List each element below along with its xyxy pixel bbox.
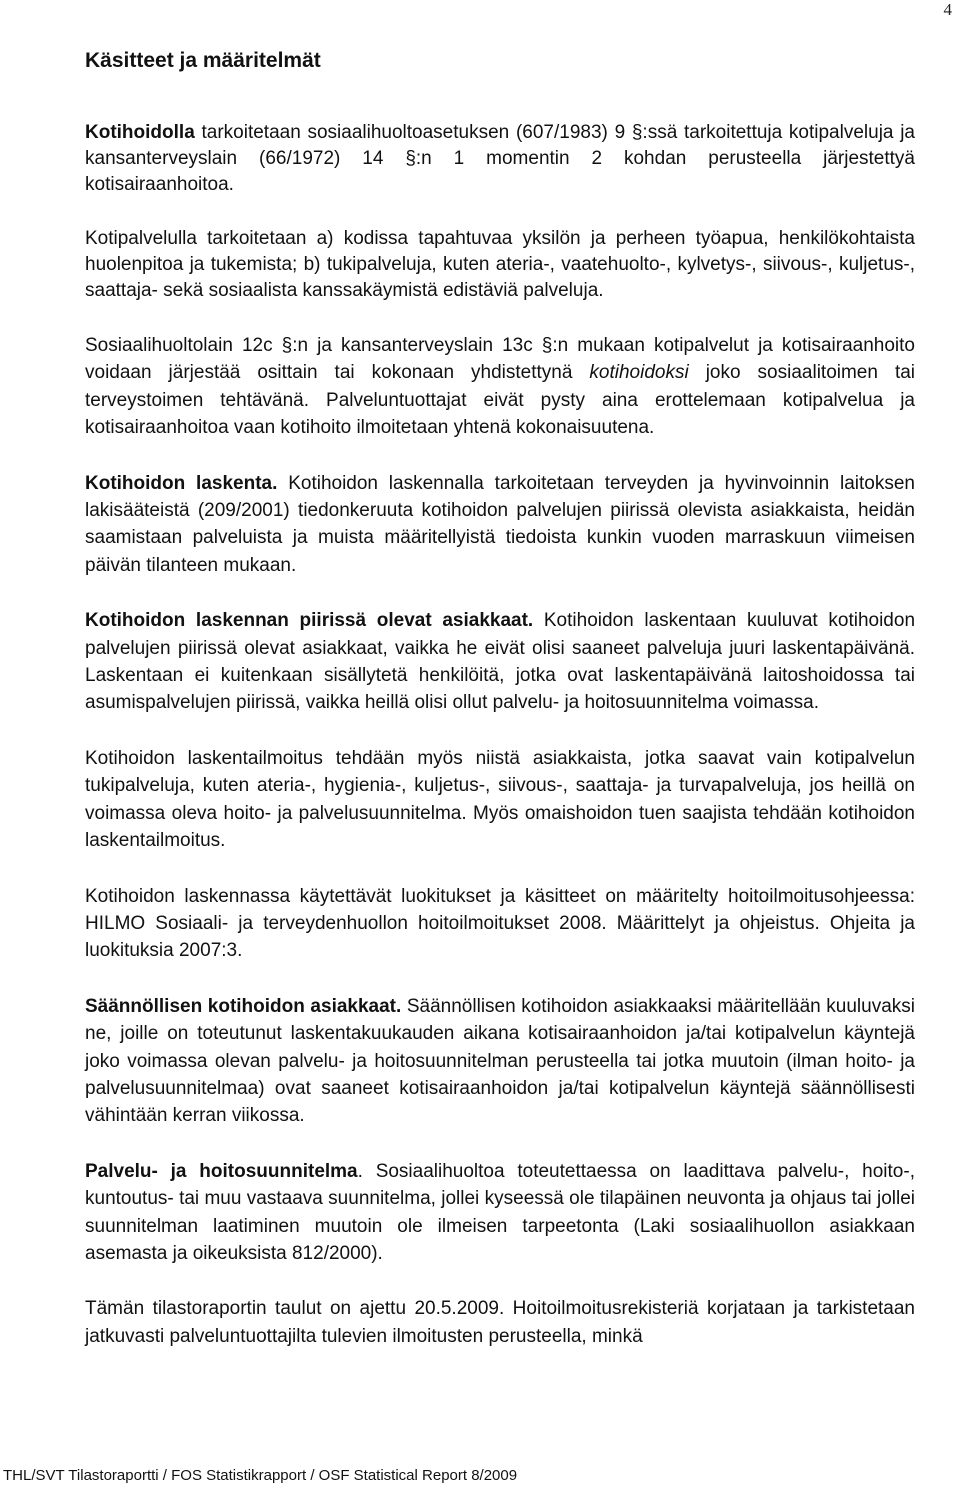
paragraph-text: Kotihoidon laskennassa käytettävät luokitukset ja käsitteet on määritelty hoitoilmoitusohjeessa: HILMO Sosiaali- ja terveydenhuollon hoitoilmoitukset 2008. Määrittelyt ja ohjeistus. Ohjeita ja luokituksia 2007:3. bbox=[85, 885, 915, 962]
paragraph-saannollinen-kotihoito bbox=[85, 993, 915, 1130]
paragraph-text: Tämän tilastoraportin taulut on ajettu 20.5.2009. Hoitoilmoitusrekisteriä korjataan ja tarkistetaan jatkuvasti palveluntuottajilta tulevien ilmoitusten perusteella, minkä bbox=[85, 1298, 915, 1347]
paragraph-text: Kotihoidon laskennalla tarkoitetaan terveyden ja hyvinvoinnin laitoksen lakisääteistä (209/2001) tiedonkeruuta kotihoidon palvelujen piirissä olevista asiakkaista, heidän saamistaan palveluista ja muista määritellyistä tiedoista kunkin vuoden marraskuun viimeisen päivän tilanteen mukaan. bbox=[85, 472, 915, 576]
paragraph-text: Kotihoidon laskentaan kuuluvat kotihoidon palvelujen piirissä olevat asiakkaat, vaikka he eivät olisi saaneet palveluja juuri laskentapäivänä. Laskentaan ei kuitenkaan sisällytetä henkilöitä, jotka ovat laskentapäivänä laitoshoidossa tai asumispalvelujen piirissä, vaikka heillä olisi ollut palvelu- ja hoitosuunnitelma voimassa. bbox=[85, 610, 916, 714]
paragraph-text: Kotihoidon laskentailmoitus tehdään myös niistä asiakkaista, jotka saavat vain kotipalvelun tukipalveluja, kuten ateria-, hygienia-, kuljetus-, siivous-, saattaja- ja turvapalveluja, jos heillä on voimassa oleva hoito- ja palvelusuunnitelma. Myös omaishoidon tuen saajista tehdään kotihoidon laskentailmoitus. bbox=[85, 747, 915, 852]
paragraph-kotihoidon-laskenta bbox=[85, 470, 915, 580]
paragraph-text: joko sosiaalitoimen tai terveystoimen tehtävänä. Palveluntuottajat eivät pysty aina erottelemaan kotipalvelua ja kotisairaanhoitoa vaan kotihoito ilmoitetaan yhtenä kokonaisuutena. bbox=[85, 362, 916, 439]
term-kotihoidoksi: kotihoidoksi bbox=[589, 362, 689, 384]
paragraph-tilastoraportti bbox=[85, 1295, 915, 1350]
term-saannollinen-kotihoito: Säännöllisen kotihoidon asiakkaat. bbox=[85, 995, 402, 1017]
term-hoitosuunnitelma: Palvelu- ja hoitosuunnitelma bbox=[85, 1160, 358, 1182]
term-kotihoidolla: Kotihoidolla bbox=[85, 122, 195, 143]
paragraph-laskentailmoitus bbox=[85, 745, 915, 855]
section-title: Käsitteet ja määritelmät bbox=[85, 49, 321, 72]
paragraph-kotihoito bbox=[85, 120, 915, 198]
paragraph-text: Kotipalvelulla tarkoitetaan a) kodissa tapahtuvaa yksilön ja perheen työapua, henkilökohtaista huolenpitoa ja tukemista; b) tukipalveluja, kuten ateria-, vaatehuolto-, kylvetys-, siivous-, kuljetus-, saattaja- sekä sosiaalista kanssakäymistä edistäviä palveluja. bbox=[85, 228, 915, 301]
term-laskennan-asiakkaat: Kotihoidon laskennan piirissä olevat asiakkaat. bbox=[85, 610, 534, 632]
paragraph-text: Sosiaalihuoltolain 12c §:n ja kansanterveyslain 13c §:n mukaan kotipalvelut ja kotisairaanhoito voidaan järjestää osittain tai kokonaan yhdistettynä bbox=[85, 335, 915, 384]
document-body bbox=[85, 46, 915, 1378]
paragraph-text: . Sosiaalihuoltoa toteutettaessa on laadittava palvelu-, hoito-, kuntoutus- tai muu vastaava suunnitelma, jollei kyseessä ole tilapäinen neuvonta ja ohjaus tai jollei suunnitelman laatiminen muutoin ole ilmeisen tarpeetonta (Laki sosiaalihuollon asiakkaan asemasta ja oikeuksista 812/2000). bbox=[85, 1160, 915, 1264]
term-kotihoidon-laskenta: Kotihoidon laskenta. bbox=[85, 472, 278, 494]
paragraph-hoitosuunnitelma bbox=[85, 1158, 915, 1268]
paragraph-sosiaalihuoltolaki bbox=[85, 332, 915, 442]
paragraph-text: tarkoitetaan sosiaalihuoltoasetuksen (607/1983) 9 §:ssä tarkoitettuja kotipalveluja ja kansanterveyslain (66/1972) 14 §:n 1 momentin 2 kohdan perusteella järjestettyä kotisairaanhoitoa. bbox=[85, 122, 915, 195]
paragraph-luokitukset bbox=[85, 883, 915, 965]
page-number: 4 bbox=[943, 0, 952, 19]
paragraph-text: Säännöllisen kotihoidon asiakkaaksi määritellään kuuluvaksi ne, joille on toteutunut laskentakuukauden aikana kotisairaanhoidon ja/tai kotipalvelun käyntejä joko voimassa olevan palvelu- ja hoitosuunnitelman perusteella tai jotka muutoin (ilman hoito- ja palvelusuunnitelmaa) ovat saaneet kotisairaanhoidon ja/tai kotipalvelun käyntejä säännöllisesti vähintään kerran viikossa. bbox=[85, 995, 915, 1127]
paragraph-laskennan-asiakkaat bbox=[85, 607, 915, 717]
paragraph-kotipalvelu bbox=[85, 226, 915, 304]
page-footer: THL/SVT Tilastoraportti / FOS Statistikrapport / OSF Statistical Report 8/2009 bbox=[3, 1467, 518, 1484]
